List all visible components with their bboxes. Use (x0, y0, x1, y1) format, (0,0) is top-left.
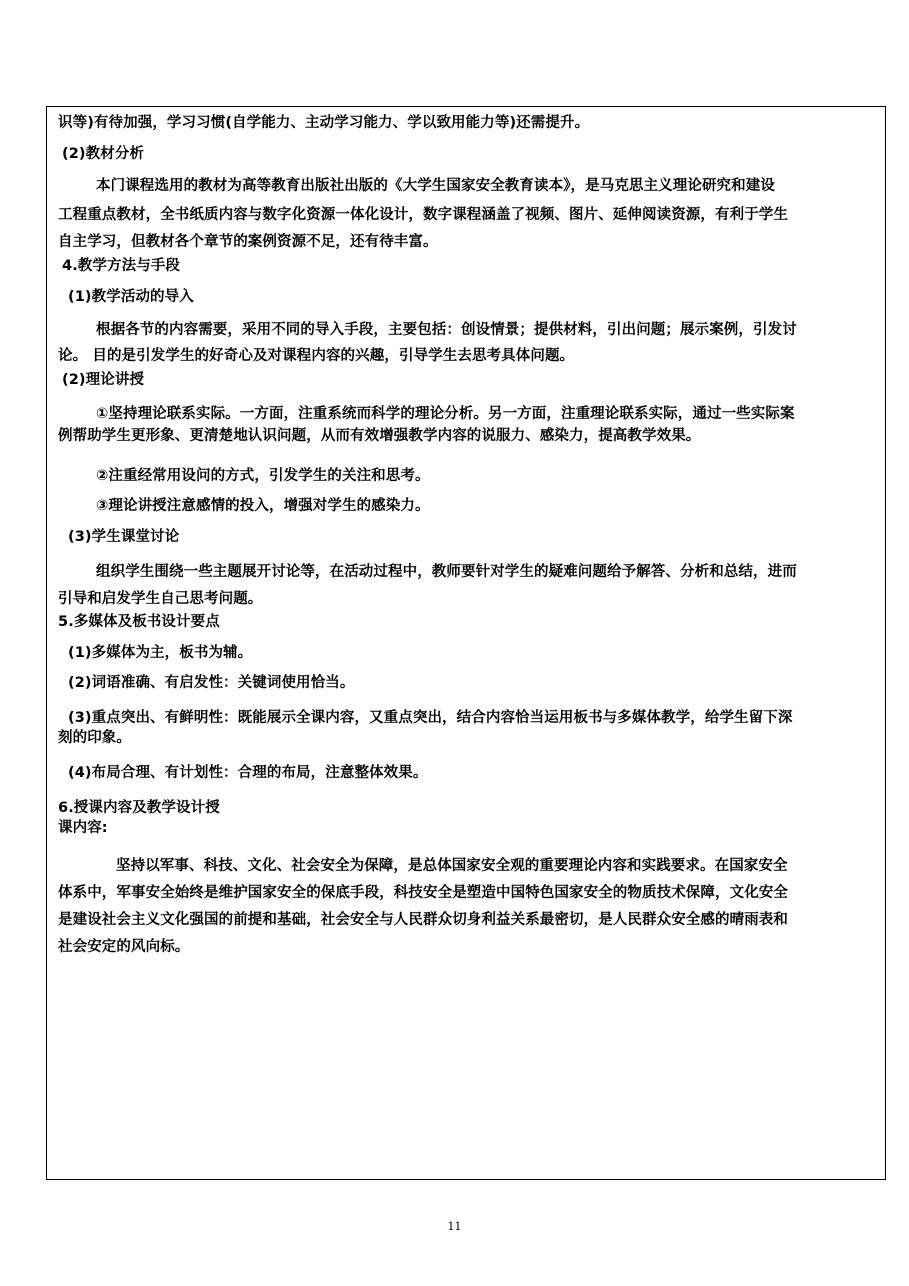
text-line: ②注重经常用设问的方式，引发学生的关注和思考。 (96, 468, 430, 484)
text-line: (3)重点突出、有鲜明性：既能展示全课内容，又重点突出，结合内容恰当运用板书与多媒体教学，给学生留下深 (68, 710, 793, 726)
page-number: 11 (447, 1220, 462, 1233)
text-line: ③理论讲授注意感情的投入，增强对学生的感染力。 (96, 498, 430, 514)
text-line: 体系中，军事安全始终是维护国家安全的保底手段，科技安全是塑造中国特色国家安全的物质技术保障，文化安全 (58, 885, 788, 901)
text-line: 根据各节的内容需要，采用不同的导入手段，主要包括：创设情景；提供材料，引出问题；展示案例，引发讨 (96, 322, 797, 338)
text-line: 自主学习，但教材各个章节的案例资源不足，还有待丰富。 (58, 234, 438, 250)
section-heading: (3)学生课堂讨论 (68, 529, 180, 545)
section-heading: (2)理论讲授 (62, 372, 145, 388)
text-line: 组织学生围绕一些主题展开讨论等，在活动过程中，教师要针对学生的疑难问题给予解答、分析和总结，进而 (96, 564, 797, 580)
text-line: 是建设社会主义文化强国的前提和基础，社会安全与人民群众切身利益关系最密切，是人民群众安全感的晴雨表和 (58, 912, 788, 928)
section-heading: (1)教学活动的导入 (68, 289, 194, 305)
text-line: 坚持以军事、科技、文化、社会安全为保障，是总体国家安全观的重要理论内容和实践要求。在国家安全 (116, 858, 788, 874)
text-line: 例帮助学生更形象、更清楚地认识问题，从而有效增强教学内容的说服力、感染力，提高教学效果。 (58, 428, 701, 444)
text-line: 本门课程选用的教材为高等教育出版社出版的《大学生国家安全教育读本》，是马克思主义理论研究和建设 (96, 178, 775, 194)
text-line: (4)布局合理、有计划性：合理的布局，注意整体效果。 (68, 765, 428, 781)
text-line: (2)词语准确、有启发性：关键词使用恰当。 (68, 675, 355, 691)
text-line: 识等)有待加强，学习习惯(自学能力、主动学习能力、学以致用能力等)还需提升。 (58, 115, 590, 131)
section-heading: 课内容: (58, 820, 108, 836)
text-line: (1)多媒体为主，板书为辅。 (68, 645, 253, 661)
text-line: 社会安定的风向标。 (58, 939, 190, 955)
text-line: 工程重点教材，全书纸质内容与数字化资源一体化设计，数字课程涵盖了视频、图片、延伸阅读资源，有利于学生 (58, 207, 788, 223)
text-line: 引导和启发学生自己思考问题。 (58, 591, 263, 607)
section-heading: 5.多媒体及板书设计要点 (58, 614, 220, 630)
text-line: 论。 目的是引发学生的好奇心及对课程内容的兴趣，引导学生去思考具体问题。 (58, 348, 575, 364)
text-line: ①坚持理论联系实际。一方面，注重系统而科学的理论分析。另一方面，注重理论联系实际，通过一些实际案 (96, 406, 795, 422)
section-heading: 4.教学方法与手段 (62, 258, 180, 274)
section-heading: (2)教材分析 (62, 146, 145, 162)
section-heading: 6.授课内容及教学设计授 (58, 800, 220, 816)
text-line: 刻的印象。 (58, 730, 131, 746)
